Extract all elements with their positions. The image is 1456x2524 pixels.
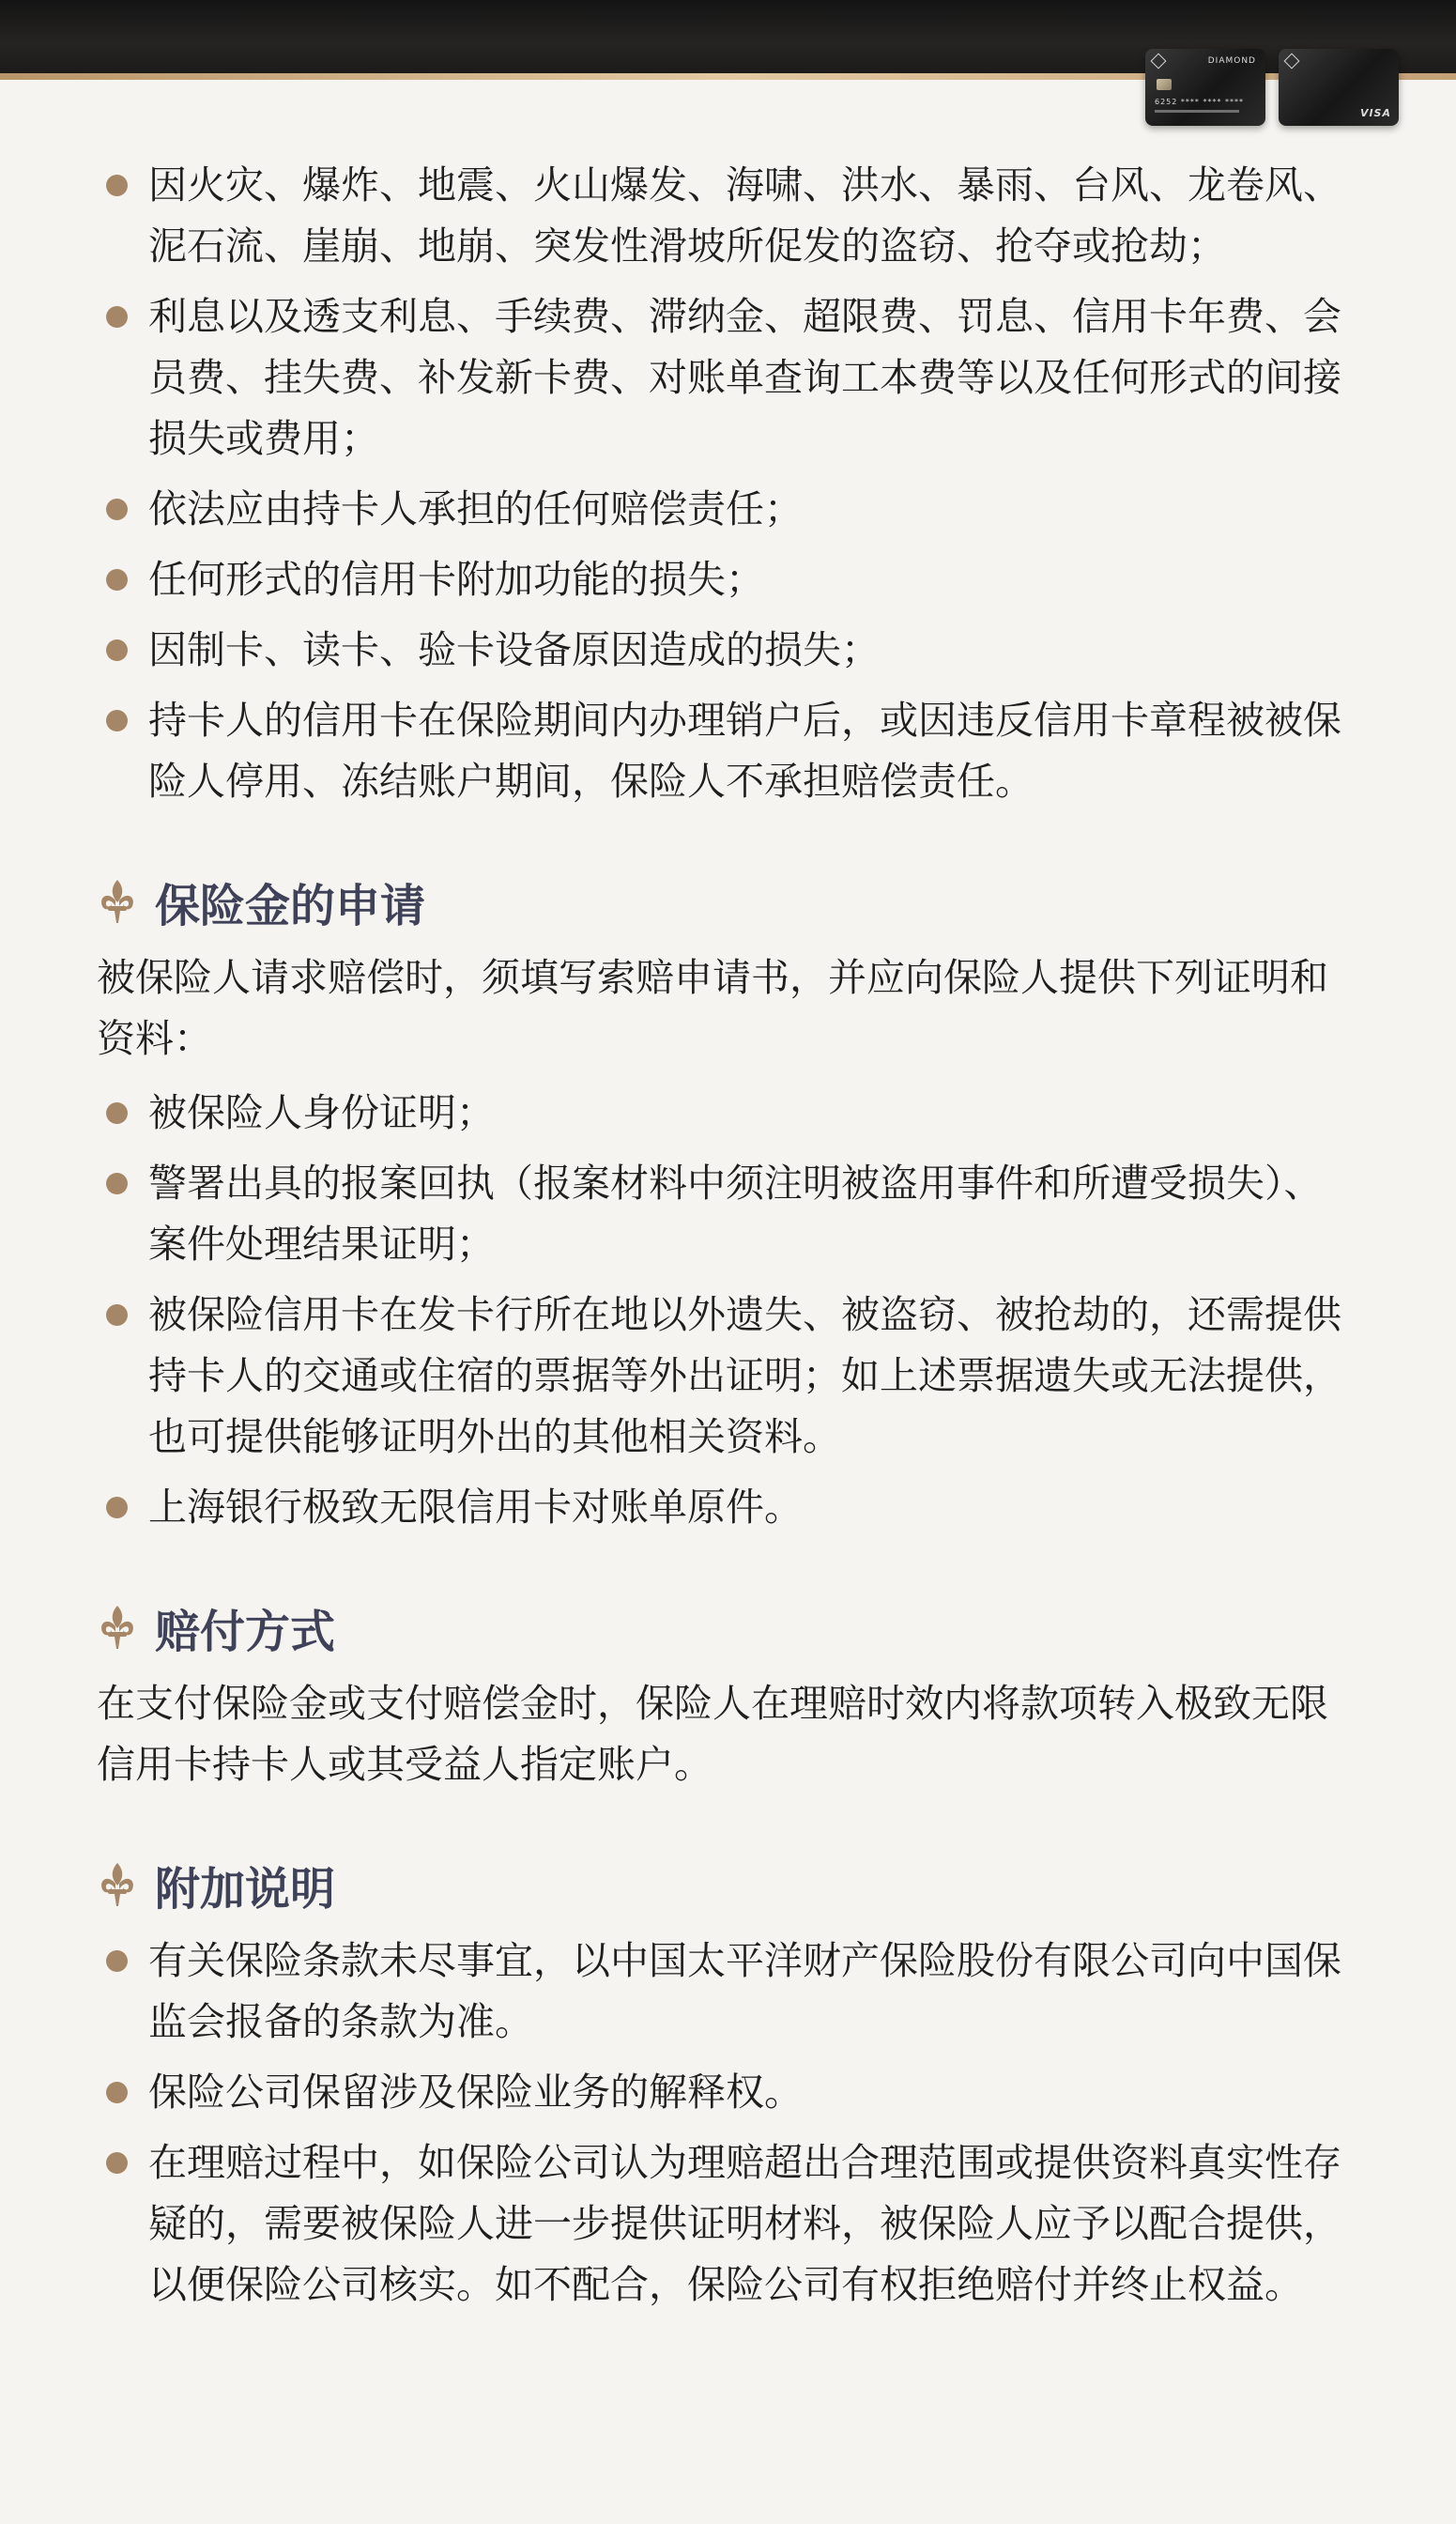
list-item: 有关保险条款未尽事宜，以中国太平洋财产保险股份有限公司向中国保监会报备的条款为准。 xyxy=(97,1931,1359,2053)
card-number: 6252 **** **** **** xyxy=(1155,98,1244,106)
section-heading-claim xyxy=(97,869,1359,934)
document-body xyxy=(97,155,1359,2325)
list-item: 警署出具的报案回执（报案材料中须注明被盗用事件和所遭受损失）、案件处理结果证明； xyxy=(97,1153,1359,1275)
list-item: 依法应由持卡人承担的任何赔偿责任； xyxy=(97,479,1359,540)
fleur-de-lis-icon xyxy=(97,1604,138,1651)
card-stripe xyxy=(1155,110,1239,113)
visa-card-image xyxy=(1279,49,1399,126)
exclusions-list xyxy=(97,155,1359,812)
section-heading-notes xyxy=(97,1852,1359,1917)
list-item: 保险公司保留涉及保险业务的解释权。 xyxy=(97,2062,1359,2123)
list-item: 在理赔过程中，如保险公司认为理赔超出合理范围或提供资料真实性存疑的，需要被保险人进一步提供证明材料，被保险人应予以配合提供，以便保险公司核实。如不配合，保险公司有权拒绝赔付并终止权益。 xyxy=(97,2132,1359,2316)
list-item: 被保险信用卡在发卡行所在地以外遗失、被盗窃、被抢劫的，还需提供持卡人的交通或住宿的票据等外出证明；如上述票据遗失或无法提供，也可提供能够证明外出的其他相关资料。 xyxy=(97,1285,1359,1468)
fleur-de-lis-icon xyxy=(97,1861,138,1908)
list-item: 持卡人的信用卡在保险期间内办理销户后，或因违反信用卡章程被被保险人停用、冻结账户期间，保险人不承担赔偿责任。 xyxy=(97,690,1359,812)
section-heading-payment xyxy=(97,1594,1359,1660)
fleur-de-lis-icon xyxy=(97,878,138,925)
list-item: 被保险人身份证明； xyxy=(97,1083,1359,1144)
claim-documents-list xyxy=(97,1083,1359,1538)
claim-intro: 被保险人请求赔偿时，须填写索赔申请书，并应向保险人提供下列证明和资料： xyxy=(97,955,1328,1061)
bank-logo-icon xyxy=(1284,54,1300,69)
section-title: 附加说明 xyxy=(155,1862,336,1916)
list-item: 任何形式的信用卡附加功能的损失； xyxy=(97,549,1359,610)
diamond-card-image xyxy=(1145,49,1265,126)
card-name: DIAMOND xyxy=(1207,56,1256,66)
visa-logo: VISA xyxy=(1359,107,1391,119)
bank-logo-icon xyxy=(1151,54,1167,69)
notes-list xyxy=(97,1931,1359,2316)
list-item: 因制卡、读卡、验卡设备原因造成的损失； xyxy=(97,620,1359,681)
section-title: 赔付方式 xyxy=(155,1605,336,1658)
list-item: 因火灾、爆炸、地震、火山爆发、海啸、洪水、暴雨、台风、龙卷风、泥石流、崖崩、地崩、突发性滑坡所促发的盗窃、抢夺或抢劫； xyxy=(97,155,1359,277)
list-item: 上海银行极致无限信用卡对账单原件。 xyxy=(97,1477,1359,1538)
payment-text: 在支付保险金或支付赔偿金时，保险人在理赔时效内将款项转入极致无限信用卡持卡人或其受益人指定账户。 xyxy=(97,1681,1328,1787)
chip-icon xyxy=(1157,79,1172,90)
section-title: 保险金的申请 xyxy=(155,879,426,932)
list-item: 利息以及透支利息、手续费、滞纳金、超限费、罚息、信用卡年费、会员费、挂失费、补发新卡费、对账单查询工本费等以及任何形式的间接损失或费用； xyxy=(97,286,1359,469)
